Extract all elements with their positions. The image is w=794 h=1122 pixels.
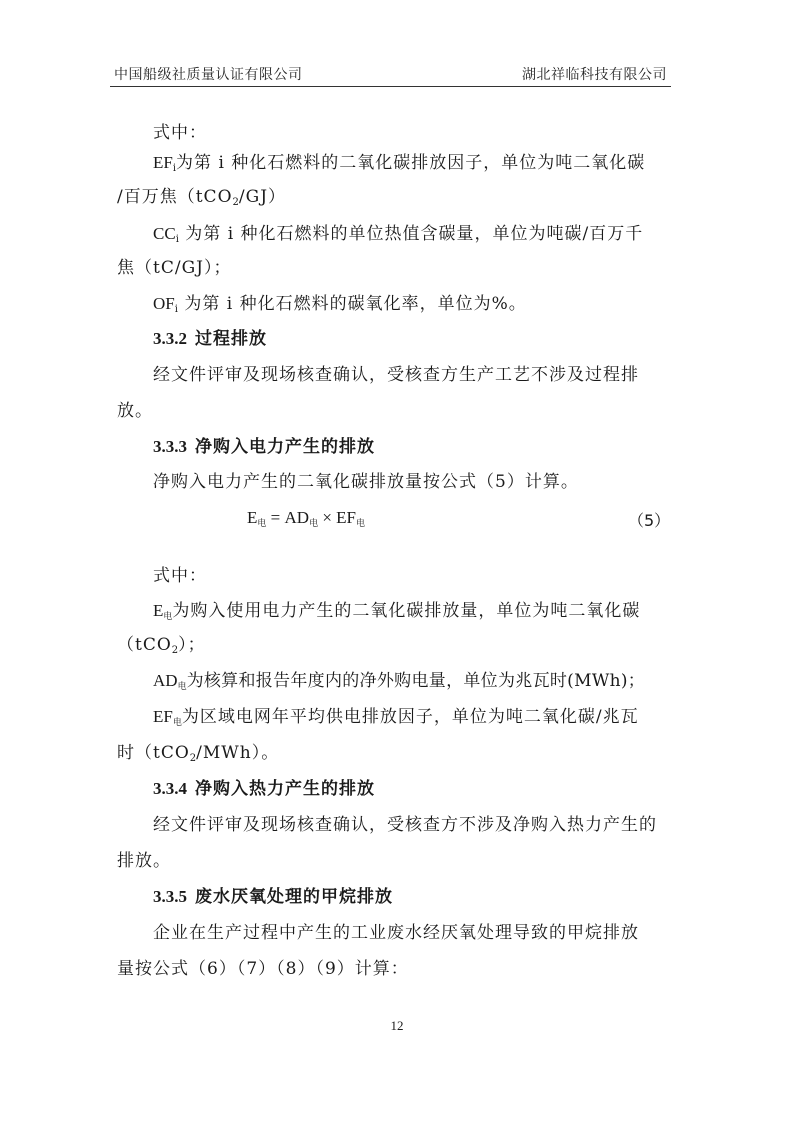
cc-subscript: i bbox=[175, 234, 179, 245]
section-title: 净购入电力产生的排放 bbox=[195, 437, 375, 457]
of-symbol: OF bbox=[153, 294, 175, 313]
section-title: 废水厌氧处理的甲烷排放 bbox=[195, 887, 393, 907]
section-heading-3-3-2 bbox=[153, 324, 267, 349]
efe-symbol: EF bbox=[153, 707, 173, 726]
ef-symbol: EF bbox=[153, 153, 173, 172]
paragraph-3-3-2-line2: 放。 bbox=[117, 401, 153, 421]
e-definition-line2 bbox=[117, 630, 206, 656]
e-unit-a: （tCO bbox=[117, 635, 172, 655]
e-symbol: E bbox=[153, 601, 164, 620]
paragraph-3-3-4-line2: 排放。 bbox=[117, 851, 171, 871]
ef-definition-line1 bbox=[153, 148, 645, 174]
formula-times-ef: × EF bbox=[318, 508, 357, 527]
paragraph-3-3-5-line2: 量按公式（6）（7）（8）（9）计算： bbox=[117, 959, 409, 979]
paragraph-3-3-4-line1: 经文件评审及现场核查确认，受核查方不涉及净购入热力产生的 bbox=[153, 815, 657, 835]
of-definition bbox=[153, 289, 527, 315]
efe-unit-a: 时（tCO bbox=[117, 743, 190, 763]
ef-text: 为第 i 种化石燃料的二氧化碳排放因子，单位为吨二氧化碳 bbox=[176, 153, 646, 173]
where-label-2: 式中： bbox=[153, 566, 207, 586]
cc-definition-line2: 焦（tC/GJ）； bbox=[117, 258, 232, 278]
formula-number: （5） bbox=[628, 511, 671, 530]
cc-text: 为第 i 种化石燃料的单位热值含碳量，单位为吨碳/百万千 bbox=[178, 224, 644, 244]
efe-definition-line2 bbox=[117, 738, 279, 764]
formula-e: E bbox=[247, 508, 258, 527]
e-text: 为购入使用电力产生的二氧化碳排放量，单位为吨二氧化碳 bbox=[172, 601, 641, 621]
page-header bbox=[110, 60, 671, 87]
of-subscript: i bbox=[174, 304, 178, 315]
section-title: 净购入热力产生的排放 bbox=[195, 779, 375, 799]
section-heading-3-3-3 bbox=[153, 432, 375, 457]
formula-ad-sub: 电 bbox=[309, 519, 319, 529]
e-subscript: 电 bbox=[163, 612, 173, 622]
ef-subscript: i bbox=[172, 163, 177, 174]
paragraph-3-3-5-line1: 企业在生产过程中产生的工业废水经厌氧处理导致的甲烷排放 bbox=[153, 923, 639, 943]
formula-5 bbox=[247, 508, 365, 529]
header-left-org: 中国船级社质量认证有限公司 bbox=[114, 67, 303, 83]
section-number: 3.3.2 bbox=[153, 329, 187, 348]
section-number: 3.3.3 bbox=[153, 437, 187, 456]
efe-text: 为区域电网年平均供电排放因子，单位为吨二氧化碳/兆瓦 bbox=[181, 707, 639, 727]
ef-unit-a: /百万焦（tCO bbox=[117, 187, 233, 207]
efe-unit-b: /MWh）。 bbox=[196, 743, 280, 763]
ad-subscript: 电 bbox=[177, 682, 187, 692]
ad-definition bbox=[153, 666, 645, 692]
section-number: 3.3.5 bbox=[153, 887, 187, 906]
section-heading-3-3-4 bbox=[153, 774, 375, 799]
ef-unit-sub: 2 bbox=[232, 197, 239, 208]
efe-unit-sub: 2 bbox=[189, 753, 197, 764]
e-unit-b: ）； bbox=[178, 635, 206, 655]
efe-definition-line1 bbox=[153, 702, 639, 728]
section-heading-3-3-5 bbox=[153, 882, 393, 907]
formula-ef-sub: 电 bbox=[356, 519, 366, 529]
formula-e-sub: 电 bbox=[257, 519, 267, 529]
section-number: 3.3.4 bbox=[153, 779, 187, 798]
efe-subscript: 电 bbox=[172, 718, 182, 728]
cc-definition-line1 bbox=[153, 219, 643, 245]
cc-symbol: CC bbox=[153, 224, 176, 243]
page-number: 12 bbox=[390, 1018, 404, 1033]
ad-text: 为核算和报告年度内的净外购电量，单位为兆瓦时(MWh)； bbox=[186, 671, 646, 691]
header-right-org: 湖北祥临科技有限公司 bbox=[522, 67, 667, 83]
ef-unit-b: /GJ） bbox=[238, 187, 287, 207]
formula-eq-ad: = AD bbox=[266, 508, 310, 527]
e-unit-sub: 2 bbox=[171, 645, 179, 656]
section-title: 过程排放 bbox=[195, 329, 267, 349]
of-text: 为第 i 种化石燃料的碳氧化率，单位为%。 bbox=[177, 294, 527, 314]
paragraph-3-3-3-intro: 净购入电力产生的二氧化碳排放量按公式（5）计算。 bbox=[153, 472, 579, 492]
where-label-1: 式中： bbox=[153, 123, 207, 143]
e-definition-line1 bbox=[153, 596, 640, 622]
paragraph-3-3-2-line1: 经文件评审及现场核查确认，受核查方生产工艺不涉及过程排 bbox=[153, 365, 639, 385]
ad-symbol: AD bbox=[153, 671, 178, 690]
ef-definition-line2 bbox=[117, 182, 286, 208]
